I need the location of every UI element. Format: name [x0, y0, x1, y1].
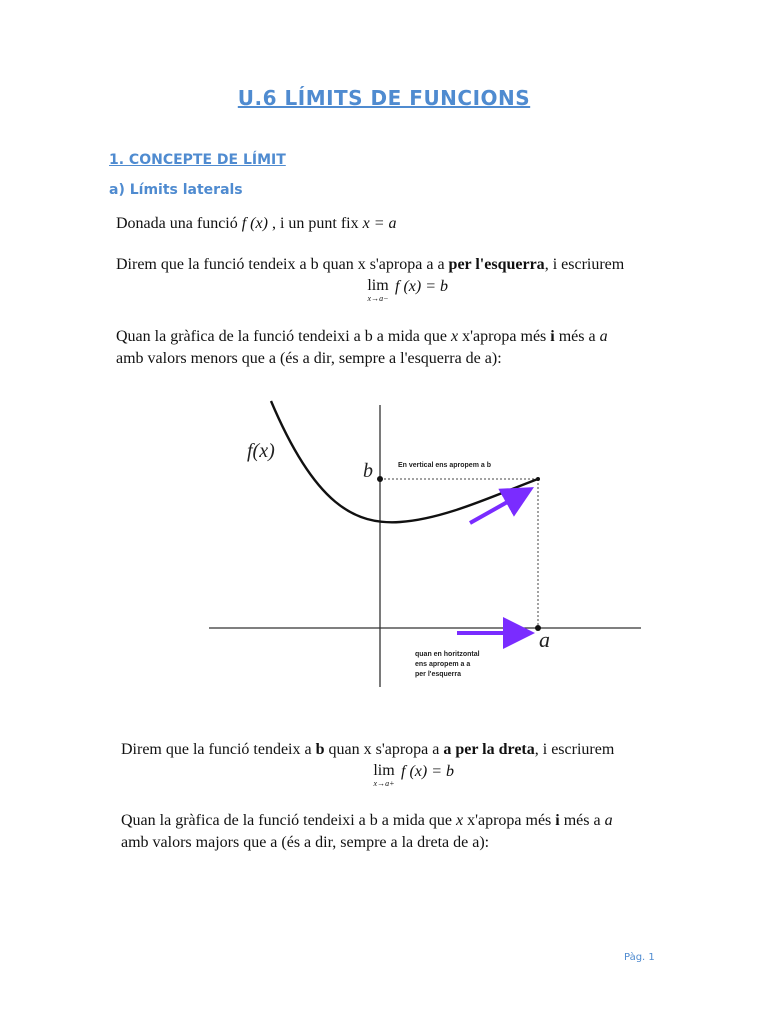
paragraph-definition [116, 215, 397, 233]
right-limit-text-end: , i escriurem [534, 741, 615, 758]
paragraph-approach-right-line1 [121, 812, 613, 830]
x-symbol: x [450, 328, 459, 345]
definition-text-mid: , i un punt fix [267, 215, 363, 232]
vertical-note: En vertical ens apropem a b [398, 462, 491, 469]
text-run: més a [559, 812, 605, 829]
fx-label: f(x) [247, 440, 275, 462]
b-bold: b [315, 741, 325, 758]
a-symbol: a [604, 812, 613, 829]
i-bold: i [555, 812, 560, 829]
definition-text: Donada una funció [116, 215, 242, 232]
text-run: x'apropa més [458, 328, 551, 345]
right-limit-text-mid: quan x s'apropa a [324, 741, 444, 758]
a-symbol: a [599, 328, 608, 345]
paragraph-right-limit [121, 741, 614, 759]
left-limit-bold: per l'esquerra [448, 256, 545, 273]
text-run: Quan la gràfica de la funció tendeixi a b a mida que [116, 328, 451, 345]
horizontal-note-line1: quan en horitzontal [415, 651, 480, 658]
paragraph-approach-left-line1 [116, 328, 608, 346]
point-b [377, 476, 383, 482]
vertical-approach-arrow [470, 491, 527, 523]
left-limit-text-end: , i escriurem [544, 256, 625, 273]
lim-left-expression: f (x) = b [395, 278, 448, 295]
text-run: Quan la gràfica de la funció tendeixi a b a mida que [121, 812, 456, 829]
right-limit-text: Direm que la funció tendeix a [121, 741, 316, 758]
lim-subscript: x→a− [367, 294, 389, 303]
a-label: a [539, 627, 550, 652]
lim-right-expression: f (x) = b [401, 763, 454, 780]
lim-left-notation [358, 278, 398, 303]
limit-figure [205, 395, 645, 690]
i-bold: i [550, 328, 555, 345]
fx-expression: f (x) [241, 215, 268, 232]
page-number: Pàg. 1 [624, 952, 655, 963]
text-run: més a [554, 328, 600, 345]
section-heading: 1. CONCEPTE DE LÍMIT [109, 152, 286, 168]
paragraph-approach-left-line2: amb valors menors que a (és a dir, sempre a l'esquerra de a): [116, 350, 502, 367]
b-label: b [363, 460, 373, 482]
right-limit-bold: per la dreta [455, 741, 535, 758]
limit-point [536, 477, 540, 481]
a-bold: a [443, 741, 452, 758]
left-limit-text: Direm que la funció tendeix a b quan x s'apropa a a [116, 256, 449, 273]
paragraph-approach-right-line2: amb valors majors que a (és a dir, sempre a la dreta de a): [121, 834, 490, 851]
subsection-heading: a) Límits laterals [109, 182, 243, 198]
page-title: U.6 LÍMITS DE FUNCIONS [237, 86, 531, 110]
paragraph-left-limit [116, 256, 624, 274]
lim-right-notation [364, 763, 404, 788]
lim-word: lim [373, 762, 395, 779]
lim-word: lim [367, 277, 389, 294]
lim-subscript: x→a+ [373, 779, 395, 788]
x-equals-a: x = a [362, 215, 397, 232]
horizontal-note-line2: ens apropem a a [415, 661, 471, 668]
x-symbol: x [455, 812, 464, 829]
horizontal-note-line3: per l'esquerra [415, 671, 462, 678]
text-run: x'apropa més [463, 812, 556, 829]
